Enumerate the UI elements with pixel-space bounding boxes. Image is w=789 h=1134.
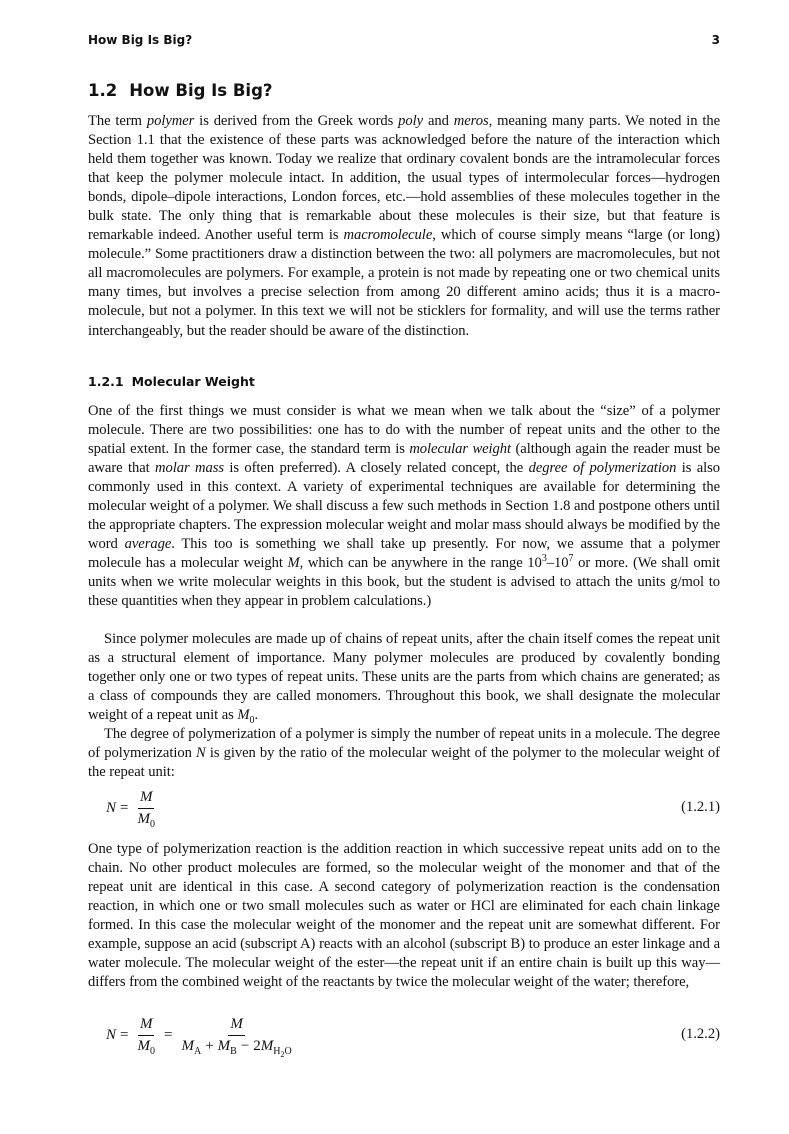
- section-heading: [88, 81, 272, 100]
- page-number: 3: [711, 33, 720, 47]
- paragraph-repeat-units: Since polymer molecules are made up of chains of repeat units, after the chain itself comes the repeat unit as a structural element of importance. Many polymer molecules are produced by covalently bonding together only one or two types of repeat units. These units are the parts from which chains are generated; as a class of compounds they are called monomers. Throughout this book, we shall designate the molecular weight of a repeat unit as $M_0$.: [88, 631, 720, 727]
- paragraph-degree-of-polymerization: The degree of polymerization of a polymer is simply the number of repeat units in a molecule. The degree of polymerization N is given by the ratio of the molecular weight of the polymer to the molecular weight of the repeat unit:: [88, 726, 720, 781]
- fraction: $\frac{M}{M_A + M_B - 2M_{H_2O}}$: [181, 1015, 292, 1059]
- section-title: How Big Is Big?: [129, 81, 273, 100]
- equation-number: (1.2.1): [681, 799, 720, 815]
- equation-1-2-1-math: N = $\frac{M}{M_0}$: [106, 788, 155, 830]
- paragraph-condensation: One type of polymerization reaction is the addition reaction in which successive repeat units add on to the chain. No other product molecules are formed, so the molecular weight of the monomer and that of the repeat unit are identical in this case. A second category of polymerization reaction is the condensation reaction, in which one or two small molecules such as water or HCl are eliminated for each chain linkage formed. In this case the molecular weight of the monomer and the repeat unit are somewhat different. For example, suppose an acid (subscript A) reacts with an alcohol (subscript B) to produce an ester linkage and a water molecule. The molecular weight of the ester—the repeat unit if an entire chain is built up this way—differs from the combined weight of the reactants by twice the molecular weight of the water; therefore,: [88, 841, 720, 991]
- running-head-title: How Big Is Big?: [88, 33, 193, 47]
- equation-1-2-2: [88, 1013, 720, 1057]
- paragraph-molecular-weight: One of the first things we must consider is what we mean when we talk about the “size” of a polymer molecule. There are two possibilities: one has to do with the number of repeat units and the other to the spatial extent. In the former case, the standard term is molecular weight (although again the reader must be aware that molar mass is often preferred). A closely related concept, the degree of polymerization is also commonly used in this context. A variety of experimental techniques are available for determining the molecular weight of a polymer. We shall discuss a few such methods in Section 1.8 and postpone others until the appropriate chapters. The expression molecular weight and molar mass should always be modified by the word average. This too is something we shall take up presently. For now, we assume that a polymer molecule has a molecular weight M, which can be anywhere in the range $10^3-10^7$ or more. (We shall omit units when we write molecular weights in this book, but the student is advised to attach the units g/mol to these quantities when they appear in problem calculations.): [88, 403, 721, 610]
- equation-1-2-1: [88, 786, 720, 830]
- subsection-title: Molecular Weight: [131, 374, 255, 389]
- subsection-heading: [88, 374, 255, 389]
- running-head: [88, 33, 720, 47]
- paragraph-intro: The term polymer is derived from the Greek words poly and meros, meaning many parts. We noted in the Section 1.1 that the existence of these parts was acknowledged before the nature of the interaction which held them together was known. Today we realize that ordinary covalent bonds are the intramolecular forces that keep the polymer molecule intact. In addition, the usual types of intermolecular forces—hydrogen bonds, dipole–dipole interactions, London forces, etc.—hold assemblies of these molecules together in the bulk state. The only thing that is remarkable about these molecules is their size, but that feature is remarkable indeed. Another useful term is macromolecule, which of course simply means “large (or long) molecule.” Some practitioners draw a distinction between the two: all polymers are macromolecules, but not all macromolecules are polymers. For example, a protein is not made by repeating one or two chemical units many times, but involves a precise selection from among 20 different amino acids; thus it is a macro-molecule, but not a polymer. In this text we will not be sticklers for formality, and will use the terms rather interchangeably, but the reader should be aware of the distinction.: [88, 113, 721, 339]
- fraction: $\frac{M}{M_0}$: [137, 1015, 155, 1057]
- fraction: $\frac{M}{M_0}$: [137, 788, 155, 830]
- equation-1-2-2-math: N = $\frac{M}{M_0}$ = $\frac{M}{M_A + M_B - 2M_{H_2O}}$: [106, 1015, 292, 1059]
- section-number: 1.2: [88, 81, 118, 100]
- subsection-number: 1.2.1: [88, 374, 124, 389]
- equation-number: (1.2.2): [681, 1026, 720, 1042]
